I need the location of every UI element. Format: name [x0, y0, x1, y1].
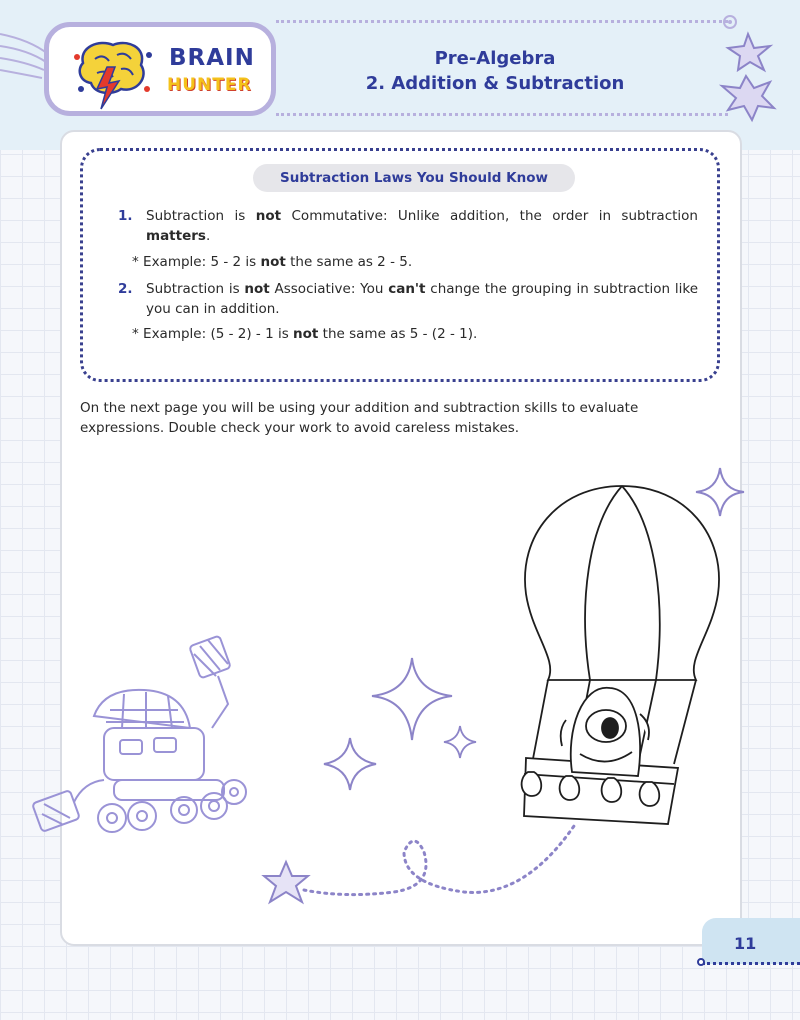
law-item-commutative — [118, 206, 698, 246]
law-example-commutative: * Example: 5 - 2 is not the same as 2 - 5. — [132, 254, 413, 270]
logo-brain-text: BRAIN — [169, 45, 255, 71]
law-item-associative — [118, 279, 698, 319]
law-text: Subtraction is not Associative: You can't change the grouping in subtraction like you can in addition. — [146, 281, 698, 317]
sparkle-icon — [444, 726, 484, 766]
moon-rover-icon — [34, 632, 264, 872]
hot-air-balloon-icon — [518, 484, 738, 844]
title-chapter: 2. Addition & Subtraction — [365, 73, 625, 94]
logo-hunter-text: HUNTER — [167, 75, 252, 95]
brain-logo-icon — [73, 37, 153, 107]
sparkle-icon — [324, 738, 384, 798]
page-dotted-line — [702, 962, 800, 965]
title-subject: Pre-Algebra — [434, 48, 556, 69]
law-text: Subtraction is not Commutative: Unlike addition, the order in subtraction matters. — [146, 208, 698, 244]
page-number: 11 — [734, 934, 757, 953]
star-doodle-icon — [708, 14, 788, 124]
page-title — [340, 46, 650, 96]
law-number: 1. — [118, 208, 133, 224]
page-dot-marker — [697, 958, 705, 966]
one-eyed-monster-icon — [561, 688, 649, 776]
law-example-associative: * Example: (5 - 2) - 1 is not the same as 5 - (2 - 1). — [132, 326, 478, 342]
brain-hunter-logo — [44, 22, 276, 116]
intro-paragraph: On the next page you will be using your addition and subtraction skills to evaluate expressions. Double check your work to avoid careless mistakes. — [80, 400, 639, 436]
laws-heading: Subtraction Laws You Should Know — [253, 164, 575, 192]
law-number: 2. — [118, 281, 133, 297]
